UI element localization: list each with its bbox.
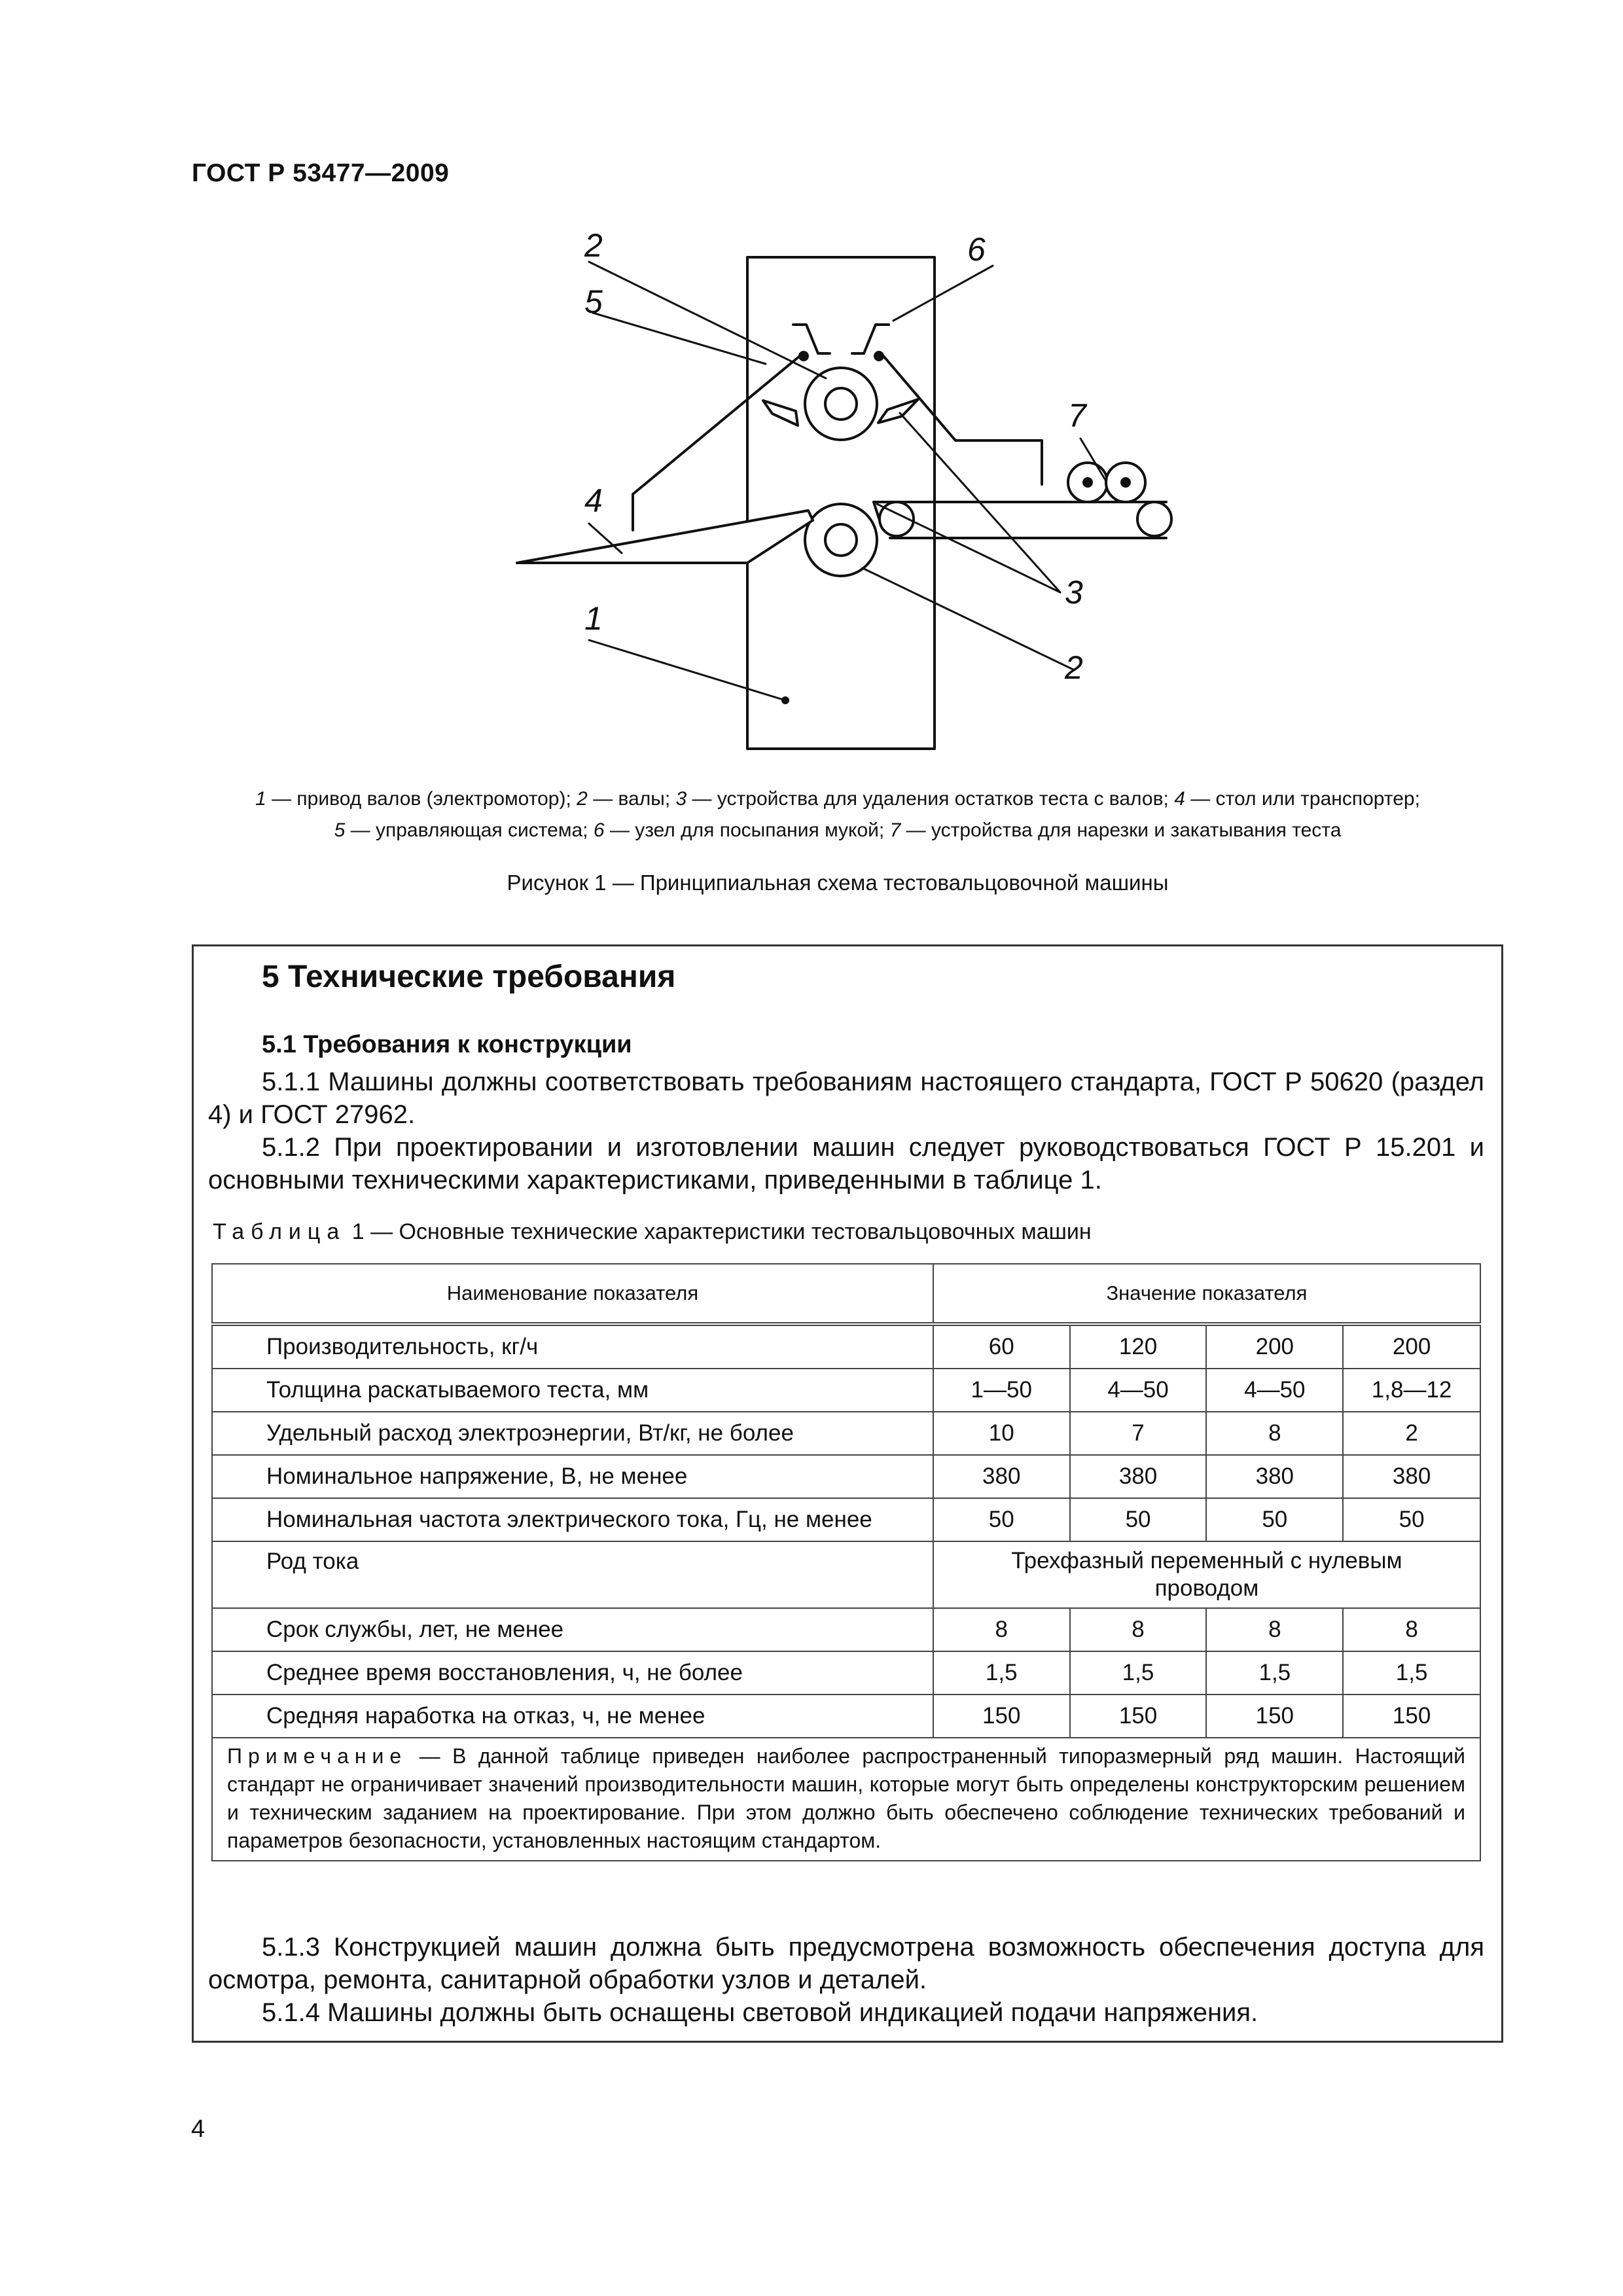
document-header-standard: ГОСТ Р 53477—2009 <box>192 159 450 187</box>
callout-3: 3 <box>1065 574 1083 611</box>
leader-6 <box>893 266 993 321</box>
table-caption-text: 1 — Основные технические характеристики тестовальцовочных машин <box>346 1219 1092 1244</box>
parameter-name-cell: Производительность, кг/ч <box>212 1324 933 1369</box>
callout-5: 5 <box>584 283 603 320</box>
subsection-title: 5.1 Требования к конструкции <box>262 1031 632 1058</box>
table-row <box>212 1369 1480 1412</box>
lower-roller <box>805 504 877 576</box>
paragraph-5-1-3 <box>208 1931 1484 1996</box>
note-label: Примечание <box>227 1744 408 1768</box>
parameter-name-cell: Среднее время восстановления, ч, не более <box>212 1651 933 1695</box>
upper-roller <box>805 368 877 440</box>
legend-num: 5 <box>334 819 346 841</box>
parameter-value-cell: 8 <box>1070 1608 1207 1651</box>
table-row <box>212 1651 1480 1695</box>
table-caption <box>213 1219 1092 1245</box>
callout-2-bottom: 2 <box>1065 649 1083 686</box>
parameter-value-cell: 1—50 <box>933 1369 1070 1412</box>
parameter-value-cell: 200 <box>1343 1324 1480 1369</box>
parameter-value-cell: 8 <box>1206 1608 1343 1651</box>
legend-num: 2 <box>577 788 588 810</box>
callout-1: 1 <box>584 600 603 637</box>
table-note-cell <box>212 1738 1480 1861</box>
cutter-roller-right-hub <box>1122 478 1130 486</box>
flour-duster-left <box>793 325 830 353</box>
leader-1-dot <box>783 698 788 703</box>
paragraph-text: 5.1.1 Машины должны соответствовать требованиям настоящего стандарта, ГОСТ Р 50620 (раздел 4) и ГОСТ 27962. <box>208 1067 1484 1129</box>
paragraph-5-1-1 <box>208 1066 1484 1131</box>
header-parameter-name: Наименование показателя <box>212 1264 933 1324</box>
table-caption-label: Таблица <box>213 1219 346 1244</box>
schematic-drawing <box>497 223 1191 766</box>
legend-num: 3 <box>675 788 687 810</box>
leader-2-top <box>589 262 826 378</box>
parameter-value-cell: 150 <box>1070 1695 1207 1738</box>
callout-7: 7 <box>1068 397 1086 434</box>
figure-legend-line-1 <box>170 783 1505 815</box>
parameter-value-cell: 10 <box>933 1412 1070 1455</box>
parameter-name-cell: Номинальная частота электрического тока, Гц, не менее <box>212 1498 933 1541</box>
callout-6: 6 <box>967 231 986 268</box>
note-text: — В данной таблице приведен наиболее распространенный типоразмерный ряд машин. Настоящий стандарт не ограничивает значений производительности машин, которые могут быть определены конструкторским решением и техническим заданием на проектирование. При этом должно быть обеспечено соблюдение технических требований и параметров безопасности, установленных настоящим стандартом. <box>227 1744 1465 1852</box>
left-chute <box>633 356 800 530</box>
callout-4: 4 <box>584 482 603 519</box>
parameter-value-cell: 1,5 <box>1206 1651 1343 1695</box>
legend-text: — привод валов (электромотор); <box>266 788 577 810</box>
parameter-name-cell: Средняя наработка на отказ, ч, не менее <box>212 1695 933 1738</box>
parameter-value-cell: 380 <box>1070 1455 1207 1498</box>
parameter-value-cell: 60 <box>933 1324 1070 1369</box>
flour-duster-right <box>852 325 889 353</box>
legend-text: — устройства для нарезки и закатывания теста <box>901 819 1342 841</box>
page-number: 4 <box>191 2115 205 2143</box>
parameter-value-cell: 1,5 <box>933 1651 1070 1695</box>
conveyor-pulley-right <box>1137 502 1171 536</box>
parameter-value-cell: 120 <box>1070 1324 1207 1369</box>
parameter-value-cell: 8 <box>1343 1608 1480 1651</box>
callout-2-top: 2 <box>584 227 603 264</box>
paragraph-text: 5.1.4 Машины должны быть оснащены световой индикацией подачи напряжения. <box>262 1998 1258 2027</box>
parameter-value-cell: 50 <box>1070 1498 1207 1541</box>
legend-num: 1 <box>255 788 266 810</box>
section-title: 5 Технические требования <box>262 960 676 994</box>
table-body <box>212 1324 1480 1861</box>
parameter-value-cell: 1,5 <box>1343 1651 1480 1695</box>
parameter-name-cell: Род тока <box>212 1541 933 1608</box>
parameter-name-cell: Толщина раскатываемого теста, мм <box>212 1369 933 1412</box>
parameter-value-cell: 4—50 <box>1070 1369 1207 1412</box>
scraper-right <box>878 399 918 423</box>
legend-num: 7 <box>889 819 901 841</box>
current-type-value-cell: Трехфазный переменный с нулевым проводом <box>933 1541 1480 1608</box>
table-row <box>212 1695 1480 1738</box>
table-header-row <box>212 1264 1480 1324</box>
table-row-current-type <box>212 1541 1480 1608</box>
table-row <box>212 1455 1480 1498</box>
table-row <box>212 1608 1480 1651</box>
pivot-left <box>800 352 808 360</box>
parameter-value-cell: 50 <box>1343 1498 1480 1541</box>
pivot-right <box>875 352 883 360</box>
legend-text: — устройства для удаления остатков теста с валов; <box>687 788 1175 810</box>
figure-caption: Рисунок 1 — Принципиальная схема тестовальцовочной машины <box>507 870 1169 895</box>
legend-text: — узел для посыпания мукой; <box>604 819 890 841</box>
figure-legend-line-2 <box>170 815 1505 846</box>
leader-5 <box>593 313 766 364</box>
scraper-left <box>763 401 798 425</box>
parameter-value-cell: 50 <box>933 1498 1070 1541</box>
parameter-value-cell: 380 <box>1343 1455 1480 1498</box>
legend-text: — стол или транспортер; <box>1185 788 1420 810</box>
paragraph-text: 5.1.2 При проектировании и изготовлении машин следует руководствоваться ГОСТ Р 15.201 и основными техническими характеристиками, приведенными в таблице 1. <box>208 1133 1484 1194</box>
legend-text: — валы; <box>587 788 676 810</box>
parameter-name-cell: Срок службы, лет, не менее <box>212 1608 933 1651</box>
parameter-value-cell: 1,8—12 <box>1343 1369 1480 1412</box>
paragraph-5-1-4 <box>208 1996 1484 2029</box>
paragraph-text: 5.1.3 Конструкцией машин должна быть предусмотрена возможность обеспечения доступа для осмотра, ремонта, санитарной обработки узлов и деталей. <box>208 1933 1484 1994</box>
parameter-value-cell: 380 <box>933 1455 1070 1498</box>
parameter-value-cell: 200 <box>1206 1324 1343 1369</box>
legend-num: 4 <box>1174 788 1185 810</box>
leader-1 <box>589 640 785 700</box>
table-wedge <box>517 511 813 563</box>
machine-schematic-figure <box>497 223 1191 766</box>
table-row <box>212 1498 1480 1541</box>
parameter-value-cell: 150 <box>1206 1695 1343 1738</box>
table-row <box>212 1324 1480 1369</box>
specifications-table <box>211 1263 1481 1861</box>
parameter-value-cell: 2 <box>1343 1412 1480 1455</box>
parameter-value-cell: 150 <box>933 1695 1070 1738</box>
parameter-value-cell: 7 <box>1070 1412 1207 1455</box>
table-note-row <box>212 1738 1480 1861</box>
parameter-value-cell: 8 <box>1206 1412 1343 1455</box>
parameter-value-cell: 4—50 <box>1206 1369 1343 1412</box>
cutter-roller-left-hub <box>1084 478 1092 486</box>
parameter-value-cell: 150 <box>1343 1695 1480 1738</box>
parameter-value-cell: 1,5 <box>1070 1651 1207 1695</box>
legend-text: — управляющая система; <box>345 819 594 841</box>
header-parameter-value: Значение показателя <box>933 1264 1480 1324</box>
parameter-value-cell: 50 <box>1206 1498 1343 1541</box>
parameter-value-cell: 380 <box>1206 1455 1343 1498</box>
leader-3b <box>877 504 1060 592</box>
parameter-name-cell: Номинальное напряжение, В, не менее <box>212 1455 933 1498</box>
parameter-name-cell: Удельный расход электроэнергии, Вт/кг, не более <box>212 1412 933 1455</box>
table-row <box>212 1412 1480 1455</box>
parameter-value-cell: 8 <box>933 1608 1070 1651</box>
paragraph-5-1-2 <box>208 1131 1484 1196</box>
legend-num: 6 <box>593 819 605 841</box>
